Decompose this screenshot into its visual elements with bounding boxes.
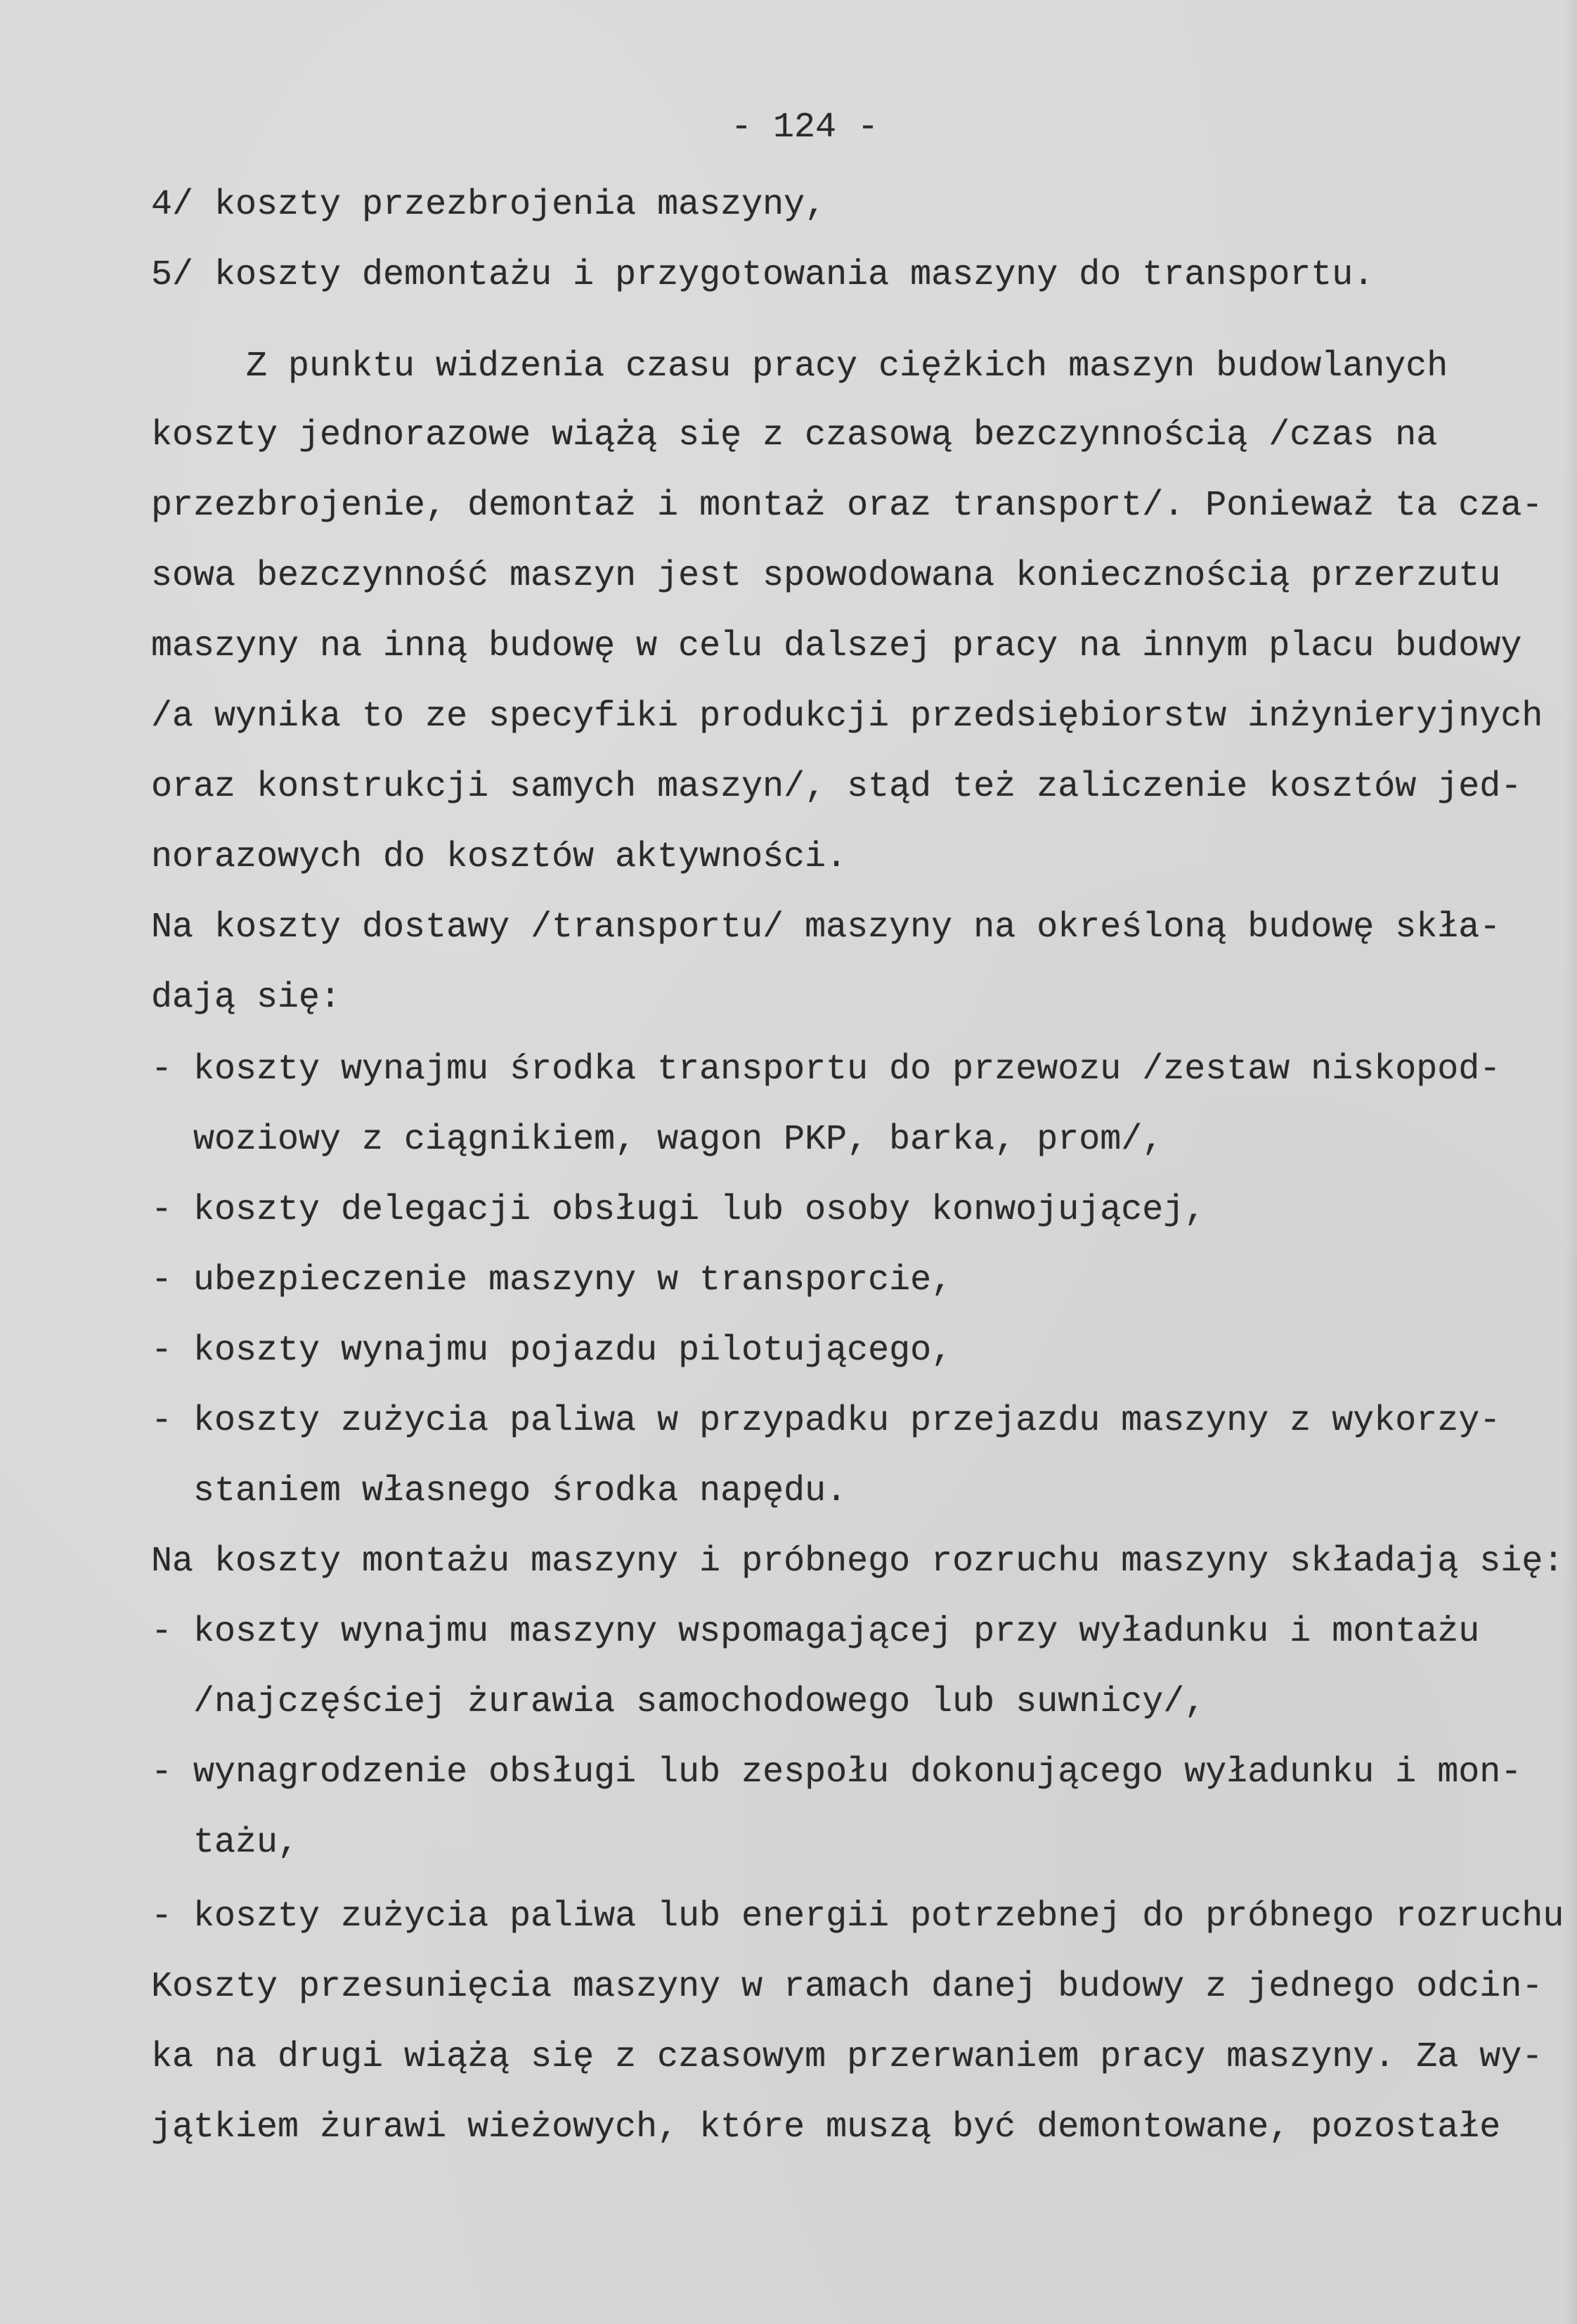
bullet-item: - koszty wynajmu maszyny wspomagającej przy wyładunku i montażu <box>151 1612 1480 1652</box>
bullet-item-continuation: staniem własnego środka napędu. <box>193 1471 848 1511</box>
bullet-item: - wynagrodzenie obsługi lub zespołu dokonującego wyładunku i mon- <box>151 1752 1522 1793</box>
paragraph-line: sowa bezczynność maszyn jest spowodowana koniecznością przerzutu <box>151 556 1501 596</box>
bullet-item: - koszty wynajmu pojazdu pilotującego, <box>151 1331 953 1371</box>
paragraph-line: Z punktu widzenia czasu pracy ciężkich maszyn budowlanych <box>246 347 1448 387</box>
bullet-item: - koszty delegacji obsługi lub osoby konwojującej, <box>151 1190 1206 1230</box>
paragraph-line: norazowych do kosztów aktywności. <box>151 837 848 877</box>
paragraph-line: Na koszty montażu maszyny i próbnego rozruchu maszyny składają się: <box>151 1542 1564 1582</box>
paragraph-line: /a wynika to ze specyfiki produkcji przedsiębiorstw inżynieryjnych <box>151 697 1543 737</box>
bullet-item: - koszty wynajmu środka transportu do przewozu /zestaw niskopod- <box>151 1050 1501 1090</box>
bullet-item: - ubezpieczenie maszyny w transporcie, <box>151 1260 953 1300</box>
paragraph-line: Na koszty dostawy /transportu/ maszyny na określoną budowę skła- <box>151 908 1501 948</box>
paragraph-line: jątkiem żurawi wieżowych, które muszą być demontowane, pozostałe <box>151 2107 1501 2148</box>
page-number: - 124 - <box>731 108 879 148</box>
bullet-item: - koszty zużycia paliwa lub energii potrzebnej do próbnego rozruchu <box>151 1897 1564 1937</box>
list-item-5: 5/ koszty demontażu i przygotowania maszyny do transportu. <box>151 255 1375 295</box>
paragraph-line: maszyny na inną budowę w celu dalszej pracy na innym placu budowy <box>151 626 1522 666</box>
bullet-item-continuation: woziowy z ciągnikiem, wagon PKP, barka, prom/, <box>193 1120 1164 1160</box>
bullet-item-continuation: tażu, <box>193 1823 299 1863</box>
bullet-item-continuation: /najczęściej żurawia samochodowego lub suwnicy/, <box>193 1682 1206 1722</box>
paragraph-line: dają się: <box>151 978 342 1018</box>
paragraph-line: przezbrojenie, demontaż i montaż oraz transport/. Ponieważ ta cza- <box>151 486 1543 526</box>
list-item-4: 4/ koszty przezbrojenia maszyny, <box>151 185 826 225</box>
paragraph-line: Koszty przesunięcia maszyny w ramach danej budowy z jednego odcin- <box>151 1967 1543 2007</box>
bullet-item: - koszty zużycia paliwa w przypadku przejazdu maszyny z wykorzy- <box>151 1401 1501 1441</box>
page-edge-shadow <box>1564 0 1577 2324</box>
paragraph-line: koszty jednorazowe wiążą się z czasową bezczynnością /czas na <box>151 415 1438 456</box>
paragraph-line: ka na drugi wiążą się z czasowym przerwaniem pracy maszyny. Za wy- <box>151 2037 1543 2077</box>
paragraph-line: oraz konstrukcji samych maszyn/, stąd też zaliczenie kosztów jed- <box>151 767 1522 807</box>
